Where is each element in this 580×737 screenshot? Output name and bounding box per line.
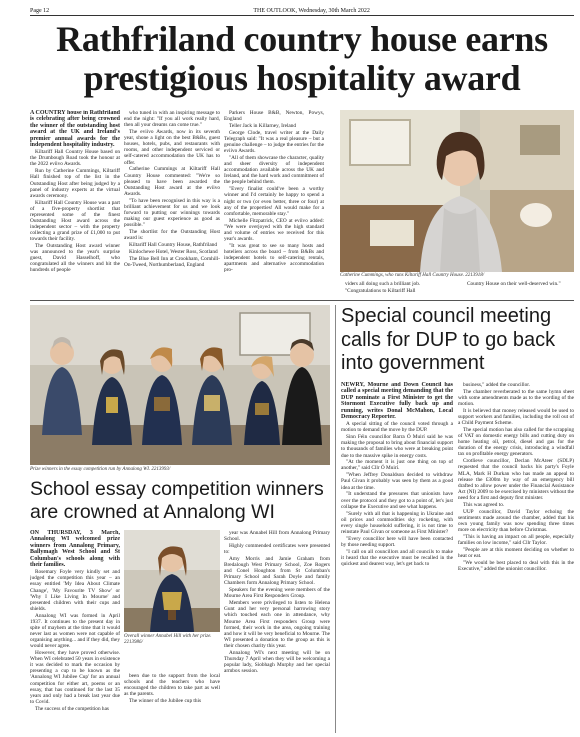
paragraph: The eviivo Awards, now in its seventh year, shone a light on the best B&Bs, guest houses, hotels, pubs, and restaurants with rooms, and other independent serviced or self-catered accommodation the UK has to offer. bbox=[124, 129, 220, 166]
article1-col1 bbox=[30, 110, 120, 298]
article1-col2 bbox=[124, 110, 220, 298]
paragraph: Parkers House B&B, Newton, Powys, England bbox=[224, 110, 324, 123]
article2-col1 bbox=[30, 530, 120, 733]
paragraph: Sinn Féin councillor Barra Ó Muirí said he was making the proposal to bring about financial support to thousands of families who were at breaking point due to the massive spike in energy costs. bbox=[341, 434, 453, 459]
caption-annabel: Overall winner Annabel Hill with her prize. 2213986/ bbox=[124, 634, 212, 645]
paragraph: ON THURSDAY, 3 March, Annalong WI welcomed prize winners from Annalong Primary, Ballymagh West School and St Columban's schools along with their families. bbox=[30, 530, 120, 569]
paragraph: A COUNTRY house in Rathfriland is celebrating after being crowned the winner of the outstanding host award at the UK and Ireland's premier annual awards for the independent hospitality industry. bbox=[30, 110, 120, 149]
paragraph: Highly commended certificates were presented to: bbox=[224, 542, 330, 556]
photo-essay-winners bbox=[30, 305, 330, 465]
photo-catherine-cummings bbox=[340, 110, 574, 272]
page-number: Page 12 bbox=[30, 8, 50, 14]
article3-col1 bbox=[341, 382, 453, 733]
paragraph: Members were privileged to listen to Helena Gunt and her very personal harrowing story which touched each one in attendance, why Mourne Area First responders Group were formed, their work in the area, ongoing training and how it will be very beneficial to Mourne. The WI presented a donation to the group as this is their chosen charity this year. bbox=[224, 600, 330, 649]
paragraph: Catherine Cummings at Kiltariff Hall Country House commented: "We're so pleased to have been awarded the Outstanding Host award at the eviivo Awards. bbox=[124, 166, 220, 197]
paragraph: "I call on all councillors and all councils to make it heard that the executive must be recalled in the quickest and dearest way, let's get back to bbox=[341, 548, 453, 567]
folio bbox=[30, 4, 574, 16]
article1-col4 bbox=[340, 281, 452, 299]
paragraph: However, they have proved otherwise. When WI celebrated 50 years in existence it was decided to mark the occasion by presenting a cup to be known as the 'Annalong WI Jubilee Cup' for an annual competition for either art, poems or an essay, that has continued for the last 35 years and only had a break last year due to Covid. bbox=[30, 650, 120, 705]
paragraph: Speakers for the evening were members of the Mourne Area First Responders Group. bbox=[224, 587, 330, 600]
article2-col2 bbox=[124, 673, 220, 733]
caption-catherine: Catherine Cummings, who runs Kiltariff Hall Country House. 2213918/ bbox=[340, 273, 485, 278]
paragraph: Michelle Fitzpatrick, CEO at eviivo added: "We were overjoyed with the high standard and volume of entries we received for this year's awards. bbox=[224, 217, 324, 242]
divider-top bbox=[30, 300, 574, 301]
paragraph: viders all doing such a brilliant job. bbox=[345, 281, 421, 287]
paragraph: The Outstanding Host award winner was announced to the year's surprise guest, David Hasselhoff, who congratulated all the winners and hit the hundreds of people bbox=[30, 243, 120, 274]
paragraph: Rosemary Foyle very kindly set and judged the competition this year – an essay entitled 'My Idea About Climate Change', 'My Favourite TV Show' or 'Why I Like Living In Mourne' and presented children with their cups and shields. bbox=[30, 569, 120, 612]
paragraph: "It understand the pressures that unionists have over the protocol and they got to a point of, let's just collapse the Executive and see what happens. bbox=[341, 491, 453, 510]
paragraph: Kinlochewe Hotel, Wester Ross, Scotland bbox=[129, 248, 218, 255]
article1-col5 bbox=[462, 281, 574, 299]
paragraph: NEWRY, Mourne and Down Council has called a special meeting demanding that the DUP nominate a First Minister to get the Stormont Executive fully back up and running, writes Donal McMahon, Local Democracy Reporter. bbox=[341, 382, 453, 421]
paragraph: Crotlieve councillor, Declan McAteer (SDLP) requested that the council backs his party's Foyle MLA, Mark H Durkan who has made an appeal to release the £300m by way of an emergency bill drafted to allow power under the Financial Assistance Act (NI) 2009 to be exercised by ministers without the need for a first and deputy first minister. bbox=[458, 458, 574, 501]
paragraph: Country House on their well-deserved win." bbox=[467, 281, 561, 287]
paragraph: Kiltariff Hall Country House, Rathfriland bbox=[129, 241, 218, 248]
paragraph: Amy Morris and Jamie Graham from Bredalough West Primary School, Zoe Rogers and Conel Houghton from St Columban's Primary School and Sarah Doyle and family Chambers form Annalong Primary School. bbox=[224, 555, 330, 587]
paragraph: A special sitting of the council voted through a motion to demand the move by the DUP. bbox=[341, 421, 453, 434]
paragraph: year was Annabel Hill from Annalong Primary School. bbox=[224, 530, 330, 543]
paragraph: The Blue Bell Inn at Crookham, Cornhill-On-Tweed, Northumberland, England bbox=[124, 255, 220, 268]
paragraph: George Clode, travel writer at the Daily Telegraph said: "It was a real pleasure – but a genuine challenge – to judge the entries for the eviivo Awards. bbox=[224, 129, 324, 155]
paragraph: The success of the competition has bbox=[35, 705, 109, 712]
paragraph: Teller Jack in Killarney, Ireland bbox=[229, 122, 297, 129]
paragraph: "This is having an impact on all people, especially families on low income," said Cllr Taylor. bbox=[458, 533, 574, 546]
paragraph: This was agreed to. bbox=[463, 501, 505, 508]
paragraph: "We would be best placed to deal with this in the Executive," added the unionist councillor. bbox=[458, 559, 574, 572]
paragraph: "It was great to see so many hosts and hoteliers across the board – from B&Bs and independent hotels to self-catering rentals, apartments and alternative accommodation pro- bbox=[224, 242, 324, 274]
paragraph: "At the moment it is just one thing on top of another," said Cllr Ó Muirí. bbox=[341, 459, 453, 472]
headline-country-house: Rathfriland country house earns prestigious hospitality award bbox=[56, 19, 548, 98]
paragraph: "When Jeffrey Donaldson decided to withdraw Paul Givan it probably was seen by them as a good idea at the time. bbox=[341, 472, 453, 491]
paragraph: "All of them showcase the character, quality and sheer diversity of independent accommodation available across the UK and Ireland, and the hard work and commitment of the people behind them. bbox=[224, 155, 324, 186]
paragraph: "Surely with all that is happening in Ukraine and oil prices and commodities sky rocketing, with every single household suffering, it is not time to reinstate Paul Givan or someone as First Minister? bbox=[341, 510, 453, 535]
paragraph: "Congratulations to Kiltariff Hall bbox=[345, 287, 416, 294]
article2-col3 bbox=[224, 530, 330, 733]
paragraph: "People are at this moment deciding on whether to heat or eat. bbox=[458, 546, 574, 559]
paragraph: "Every councillor here will have been contacted by those needing support. bbox=[341, 535, 453, 548]
paragraph: UUP councillor, David Taylor echoing the sentiments made around the chamber, added that his own young family was now spending three times more on electricity than before Christmas. bbox=[458, 508, 574, 533]
caption-essay-winners: Prize winners in the essay competition run by Annalong WI. 2213993/ bbox=[30, 467, 171, 472]
headline-essay: School essay competition winners are crowned at Annalong WI bbox=[30, 478, 324, 523]
paragraph: The special motion has also called for the scrapping of VAT on domestic energy bills and cutting duty on home heating oil, petrol, diesel and gas for the duration of the energy crisis, introducing a windfall tax on profitable energy generators. bbox=[458, 427, 574, 458]
publication-line: THE OUTLOOK, Wednesday, 30th March 2022 bbox=[253, 8, 370, 14]
paragraph: The winner of the Jubilee cup this bbox=[129, 698, 202, 705]
paragraph: Annalong WI was formed in April 1937. It continues to the present day in spite of mayhem at the time that it would never last as women were not capable of organising anything... and if they did, they would never agree. bbox=[30, 612, 120, 650]
paragraph: who tuned in with an inspiring message to end the night: "If you all work really hard, then all your dreams can come true." bbox=[124, 110, 220, 129]
paragraph: The chamber reverberated to the same hymn sheet with some amendments made as to the wording of the motion. bbox=[458, 388, 574, 408]
paragraph: "To have been recognised in this way is a brilliant achievement for us and we look forward to putting our winnings towards making our guest experience as good as possible." bbox=[124, 197, 220, 229]
paragraph: been due to the support from the local schools and the teachers who have encouraged the children to take part as well as the parents. bbox=[124, 673, 220, 698]
paragraph: Run by Catherine Cummings, Kiltariff Hall finished top of the list in the Outstanding Host after being judged by a panel of industry experts at the virtual awards ceremony. bbox=[30, 168, 120, 199]
paragraph: Annalong WI's next meeting will be on Thursday 7 April when they will be welcoming a popular lady, Siobhagh Murphy and her special armbox session. bbox=[224, 649, 330, 675]
divider-vertical bbox=[335, 305, 336, 733]
article1-col3 bbox=[224, 110, 324, 298]
paragraph: business," added the councillor. bbox=[463, 382, 531, 388]
article3-col2 bbox=[458, 382, 574, 733]
paragraph: Kiltariff Hall Country House based on the Drumbough Road took the honour at the 2022 eviivo Awards. bbox=[30, 149, 120, 168]
photo-annabel-hill bbox=[124, 530, 220, 632]
paragraph: It is believed that money released would be used to support workers and families, including the roll out of a Child Payment Scheme. bbox=[458, 407, 574, 427]
paragraph: Kiltariff Hall Country House was a part of a five-property shortlist that represented some of the finest Outstanding Host award across the independent sector – with the property collecting a grand prize of £1,000 to put towards their facility. bbox=[30, 199, 120, 243]
paragraph: "Every finalist could've been a worthy winner and I'd certainly be happy to spend a night or two (or even better, three or four) at any of the properties! All would make for a comfortable, memorable stay." bbox=[224, 186, 324, 217]
paragraph: The shortlist for the Outstanding Host award is: bbox=[124, 228, 220, 242]
headline-council: Special council meeting calls for DUP to go back into government bbox=[341, 305, 556, 374]
